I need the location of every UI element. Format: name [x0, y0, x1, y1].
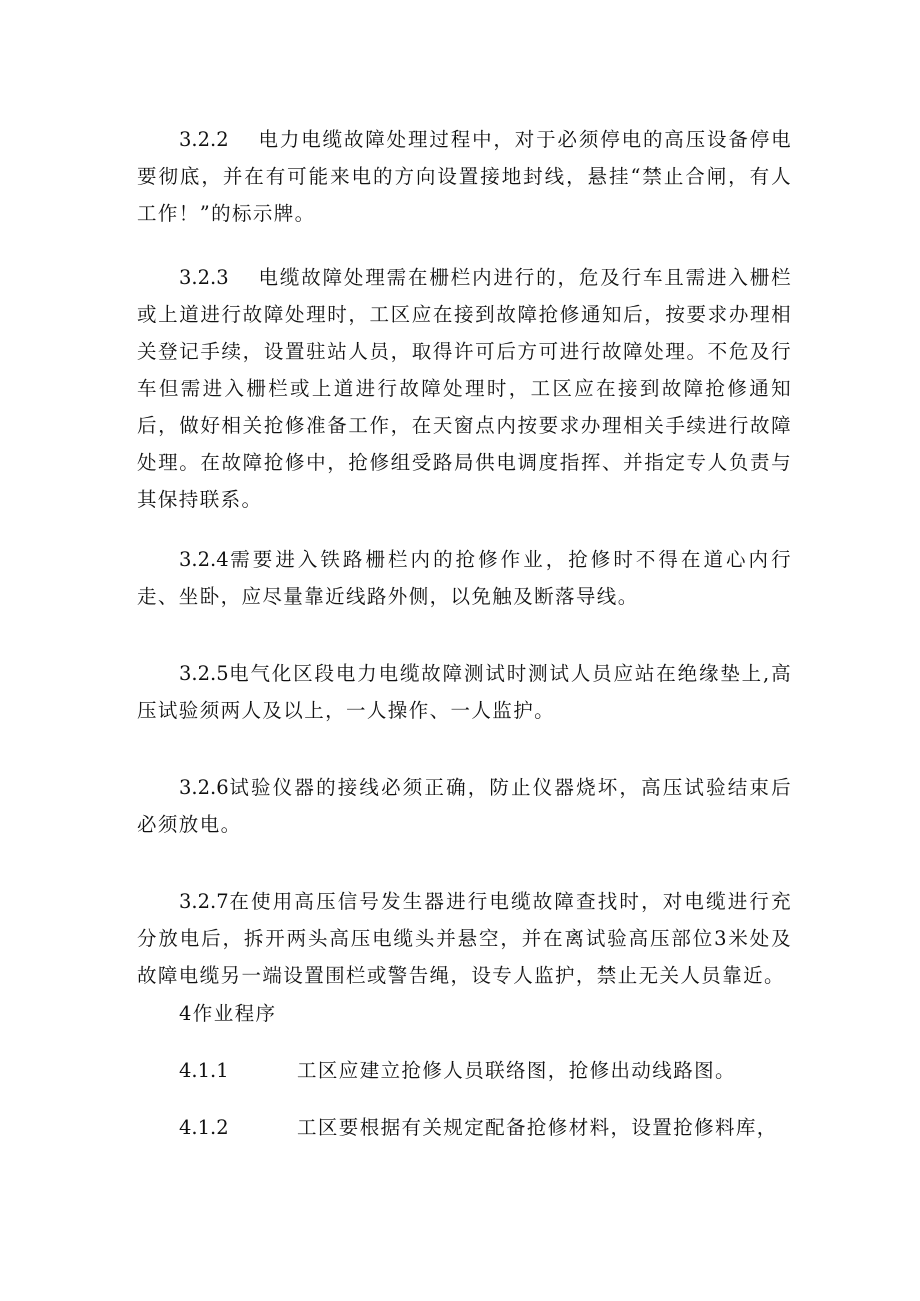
- section-number: 3.2.6: [179, 776, 229, 799]
- section-text: 试验仪器的接线必须正确，防止仪器烧坏，高压试验结束后必须放电。: [137, 776, 792, 836]
- section-number: 3.2.5: [179, 662, 229, 685]
- section-text: 电气化区段电力电缆故障测试时测试人员应站在绝缘垫上,高压试验须两人及以上，一人操作、一人监护。: [137, 662, 792, 722]
- section-separator: [229, 128, 259, 151]
- item-text: 工区要根据有关规定配备抢修材料，设置抢修料库，: [297, 1116, 778, 1139]
- section-number: 3.2.2: [179, 128, 229, 151]
- section-text: 在使用高压信号发生器进行电缆故障查找时，对电缆进行充分放电后，拆开两头高压电缆头并悬空，并在离试验高压部位3米处及故障电缆另一端设置围栏或警告绳，设专人监护，禁止无关人员靠近。: [137, 890, 792, 987]
- chapter-heading: 4作业程序: [179, 1002, 277, 1025]
- section-3-2-6: [137, 769, 792, 843]
- section-3-2-5: [137, 655, 792, 729]
- item-text: 工区应建立抢修人员联络图，抢修出动线路图。: [297, 1059, 736, 1082]
- section-text: 电缆故障处理需在栅栏内进行的，危及行车且需进入栅栏或上道进行故障处理时，工区应在接到故障抢修通知后，按要求办理相关登记手续，设置驻站人员，取得许可后方可进行故障处理。不危及行车但需进入栅栏或上道进行故障处理时，工区应在接到故障抢修通知后，做好相关抢修准备工作，在天窗点内按要求办理相关手续进行故障处理。在故障抢修中，抢修组受路局供电调度指挥、并指定专人负责与其保持联系。: [137, 266, 792, 511]
- procedure-item-4-1-1: [179, 1052, 736, 1089]
- section-3-2-3: [137, 259, 792, 518]
- section-text: 电力电缆故障处理过程中，对于必须停电的高压设备停电要彻底，并在有可能来电的方向设置接地封线，悬挂“禁止合闸，有人工作！”的标示牌。: [137, 128, 792, 225]
- item-number: 4.1.2: [179, 1116, 229, 1139]
- section-3-2-4: [137, 541, 792, 615]
- item-number: 4.1.1: [179, 1059, 229, 1082]
- procedure-item-4-1-2: [179, 1109, 778, 1146]
- section-number: 3.2.7: [179, 890, 229, 913]
- section-number: 3.2.3: [179, 266, 229, 289]
- section-number: 3.2.4: [179, 548, 229, 571]
- section-separator: [229, 266, 259, 289]
- section-3-2-7: [137, 883, 792, 994]
- section-3-2-2: [137, 121, 792, 232]
- section-text: 需要进入铁路栅栏内的抢修作业，抢修时不得在道心内行走、坐卧，应尽量靠近线路外侧，以免触及断落导线。: [137, 548, 792, 608]
